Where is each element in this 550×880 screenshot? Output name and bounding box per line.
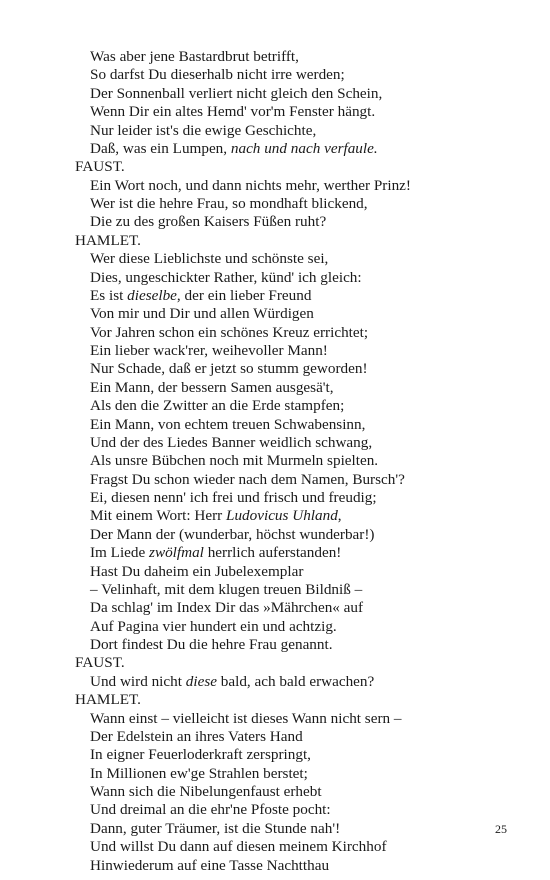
- text-run: Und wird nicht: [90, 672, 186, 690]
- verse-line: [75, 710, 535, 728]
- verse-line: [75, 379, 535, 397]
- text-run: Im Liede: [90, 544, 150, 562]
- verse-line: [75, 103, 535, 121]
- speaker-name: [75, 232, 535, 250]
- text-run: Da schlag' im Index Dir das »Mährchen« auf: [90, 599, 364, 617]
- verse-line: [75, 544, 535, 562]
- verse-line: [75, 122, 535, 140]
- verse-line: [75, 342, 535, 360]
- text-run: Der Edelstein an ihres Vaters Hand: [90, 727, 303, 745]
- text-run: Dort findest Du die hehre Frau genannt.: [90, 636, 333, 653]
- text-run: herrlich auferstanden!: [203, 544, 342, 562]
- text-run: Daß, was ein Lumpen,: [90, 139, 231, 157]
- verse-line: [75, 305, 535, 323]
- page-number: 25: [495, 822, 507, 836]
- text-run: Ein Mann, von echtem treuen Schwabensinn,: [90, 415, 366, 433]
- verse-line: [75, 636, 535, 654]
- dramatic-text: [75, 48, 535, 875]
- text-run: Die zu des großen Kaisers Füßen ruht?: [90, 213, 327, 231]
- text-run: Vor Jahren schon ein schönes Kreuz errichtet;: [90, 323, 369, 341]
- text-run: Dann, guter Träumer, ist die Stunde nah'!: [90, 819, 341, 837]
- verse-line: [75, 85, 535, 103]
- verse-line: [75, 563, 535, 581]
- verse-line: [75, 471, 535, 489]
- text-run: bald, ach bald erwachen?: [216, 672, 375, 690]
- text-run: Wann sich die Nibelungenfaust erhebt: [90, 783, 322, 800]
- emphasized-text: dieselbe: [127, 286, 177, 304]
- verse-line: [75, 250, 535, 268]
- text-run: , der ein lieber Freund: [176, 286, 312, 304]
- text-run: HAMLET.: [75, 231, 141, 249]
- verse-line: [75, 416, 535, 434]
- text-run: HAMLET.: [75, 691, 141, 709]
- verse-line: [75, 801, 535, 819]
- verse-line: [75, 360, 535, 378]
- text-run: Der Mann der (wunderbar, höchst wunderbar!): [90, 525, 375, 543]
- verse-line: [75, 397, 535, 415]
- text-run: Als den die Zwitter an die Erde stampfen;: [90, 397, 345, 415]
- verse-line: [75, 857, 535, 875]
- text-run: Und der des Liedes Banner weidlich schwang,: [90, 433, 373, 451]
- verse-line: [75, 526, 535, 544]
- text-run: Wenn Dir ein altes Hemd' vor'm Fenster hängt.: [90, 103, 376, 121]
- verse-line: [75, 434, 535, 452]
- emphasized-text: nach und nach verfaule.: [230, 139, 378, 157]
- emphasized-text: zwölfmal: [149, 544, 204, 562]
- speaker-name: [75, 654, 535, 672]
- text-run: Es ist: [90, 286, 128, 304]
- verse-line: [75, 66, 535, 84]
- verse-line: [75, 452, 535, 470]
- text-run: Und dreimal an die ehr'ne Pfoste pocht:: [90, 801, 331, 819]
- text-run: Wer diese Lieblichste und schönste sei,: [90, 250, 329, 268]
- text-run: Was aber jene Bastardbrut betrifft,: [90, 48, 299, 65]
- text-run: Dies, ungeschickter Rather, künd' ich gleich:: [90, 268, 362, 286]
- text-run: Ei, diesen nenn' ich frei und frisch und freudig;: [90, 489, 377, 506]
- text-run: In eigner Feuerloderkraft zerspringt,: [90, 746, 311, 764]
- verse-line: [75, 618, 535, 636]
- text-run: Hast Du daheim ein Jubelexemplar: [90, 562, 304, 580]
- verse-line: [75, 140, 535, 158]
- text-run: Fragst Du schon wieder nach dem Namen, Bursch'?: [90, 470, 405, 488]
- verse-line: [75, 269, 535, 287]
- text-run: In Millionen ew'ge Strahlen berstet;: [90, 764, 308, 782]
- verse-line: [75, 820, 535, 838]
- text-run: – Velinhaft, mit dem klugen treuen Bildniß –: [90, 580, 363, 598]
- verse-line: [75, 728, 535, 746]
- verse-line: [75, 48, 535, 66]
- text-run: Mit einem Wort: Herr: [90, 507, 226, 525]
- verse-line: [75, 489, 535, 507]
- text-run: Als unsre Bübchen noch mit Murmeln spielten.: [90, 452, 379, 470]
- verse-line: [75, 599, 535, 617]
- text-run: So darfst Du dieserhalb nicht irre werden;: [90, 66, 345, 84]
- verse-line: [75, 783, 535, 801]
- text-run: Hinwiederum auf eine Tasse Nachtthau: [90, 856, 330, 874]
- text-run: Auf Pagina vier hundert ein und achtzig.: [90, 617, 337, 635]
- text-run: Wer ist die hehre Frau, so mondhaft blickend,: [90, 195, 368, 212]
- verse-line: [75, 581, 535, 599]
- verse-line: [75, 213, 535, 231]
- verse-line: [75, 838, 535, 856]
- text-run: Ein Wort noch, und dann nichts mehr, werther Prinz!: [90, 176, 411, 194]
- verse-line: [75, 287, 535, 305]
- text-run: ,: [337, 507, 342, 525]
- speaker-name: [75, 691, 535, 709]
- verse-line: [75, 765, 535, 783]
- text-run: Ein Mann, der bessern Samen ausgesä't,: [90, 378, 334, 396]
- text-run: Von mir und Dir und allen Würdigen: [90, 305, 314, 323]
- verse-line: [75, 673, 535, 691]
- emphasized-text: diese: [185, 672, 217, 690]
- verse-line: [75, 195, 535, 213]
- text-run: Der Sonnenball verliert nicht gleich den Schein,: [90, 84, 383, 102]
- text-run: Wann einst – vielleicht ist dieses Wann nicht sern –: [90, 709, 402, 727]
- verse-line: [75, 324, 535, 342]
- text-run: FAUST.: [75, 158, 125, 176]
- text-run: Nur Schade, daß er jetzt so stumm geworden!: [90, 360, 368, 378]
- text-run: Und willst Du dann auf diesen meinem Kirchhof: [90, 838, 387, 856]
- verse-line: [75, 746, 535, 764]
- text-run: Nur leider ist's die ewige Geschichte,: [90, 121, 317, 139]
- verse-line: [75, 177, 535, 195]
- emphasized-text: Ludovicus Uhland: [226, 507, 338, 525]
- text-run: FAUST.: [75, 654, 125, 672]
- text-run: Ein lieber wack'rer, weihevoller Mann!: [90, 342, 328, 359]
- speaker-name: [75, 158, 535, 176]
- verse-line: [75, 507, 535, 525]
